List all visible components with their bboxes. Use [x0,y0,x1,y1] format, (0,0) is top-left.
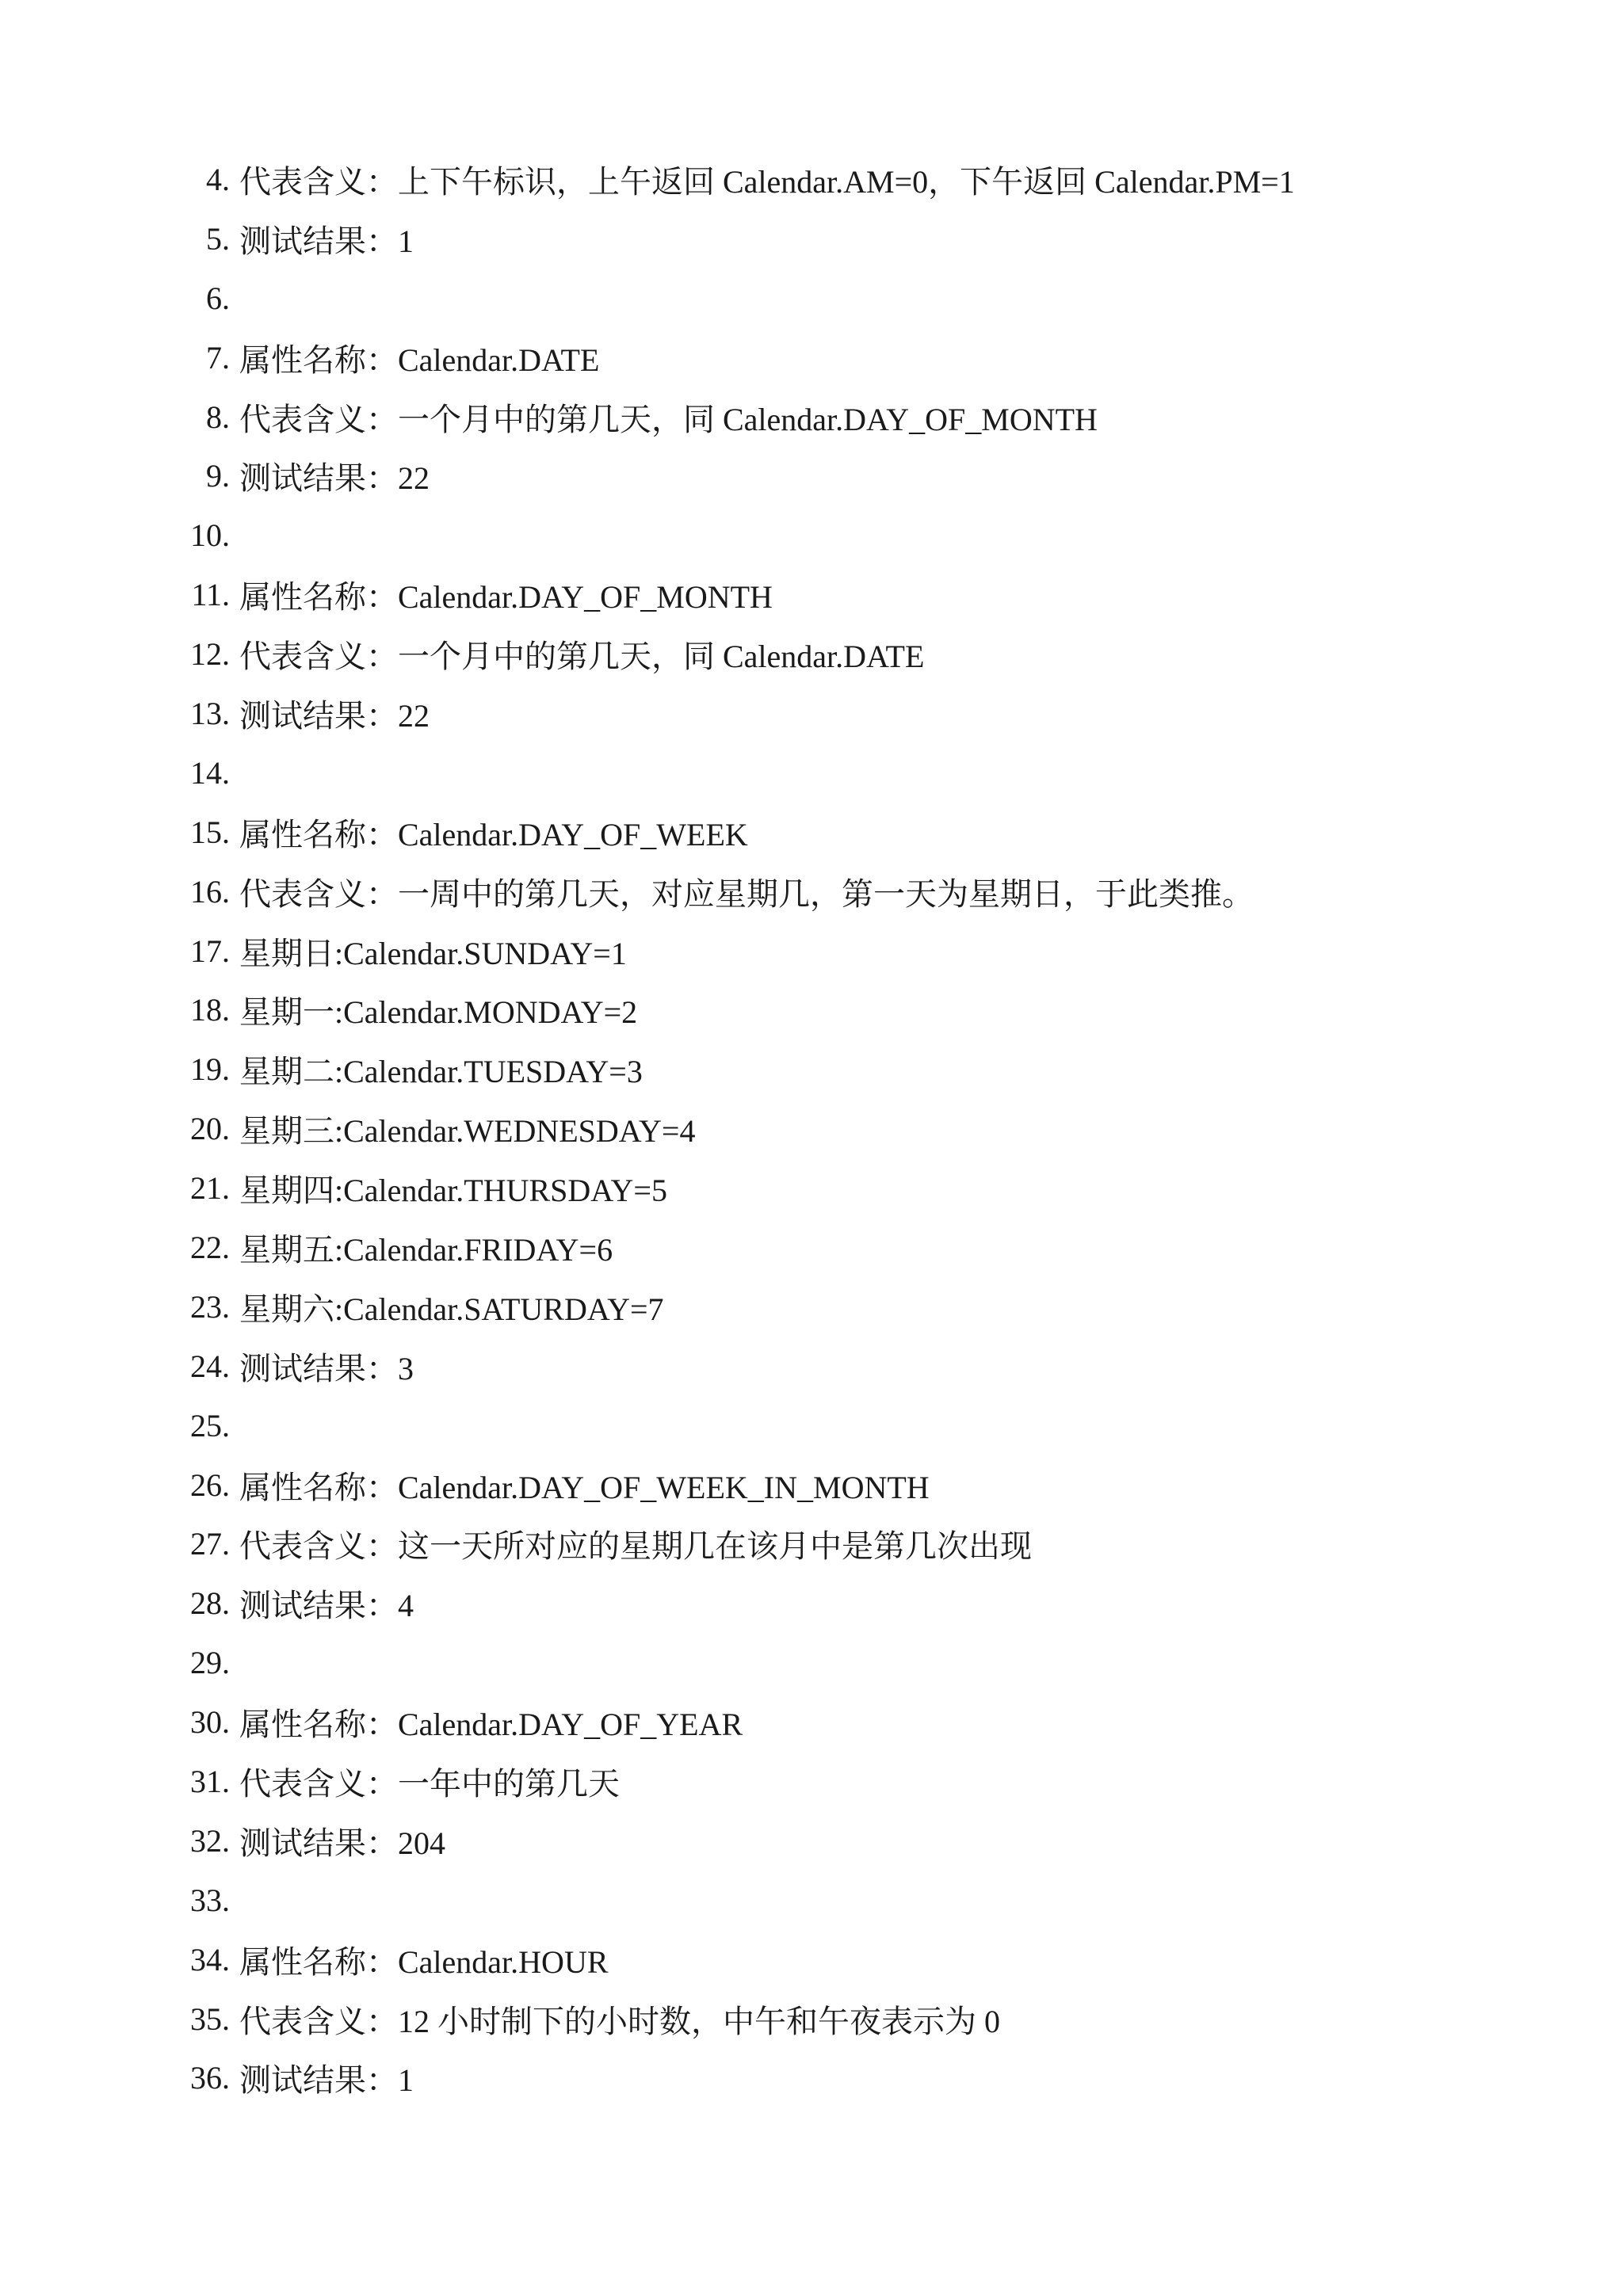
line-text: 代表含义：一个月中的第几天，同 Calendar.DATE [239,639,925,675]
line-number: 32. [190,1822,230,1859]
line-text: 属性名称：Calendar.DATE [239,341,600,378]
line-number: 7. [206,339,230,376]
line-number: 26. [190,1466,230,1503]
line-number: 5. [206,220,230,257]
list-item [0,921,1623,981]
line-text: 代表含义：这一天所对应的星期几在该月中是第几次出现 [239,1528,1032,1565]
line-number: 22. [190,1229,230,1265]
list-item [0,1039,1623,1099]
line-text: 测试结果：1 [239,2062,414,2099]
list-item [0,150,1623,209]
line-number: 12. [190,636,230,673]
line-number: 24. [190,1348,230,1384]
list-item [0,743,1623,803]
line-number: 35. [190,2000,230,2037]
line-number: 36. [190,2060,230,2096]
line-number: 18. [190,992,230,1028]
line-number: 27. [190,1526,230,1562]
line-text: 星期一:Calendar.MONDAY=2 [239,994,638,1031]
line-number: 33. [190,1882,230,1918]
list-item [0,269,1623,328]
line-number: 29. [190,1645,230,1681]
line-number: 8. [206,399,230,435]
line-number: 14. [190,754,230,791]
line-text: 属性名称：Calendar.DAY_OF_WEEK_IN_MONTH [239,1469,930,1505]
list-item [0,1811,1623,1871]
line-text: 测试结果：4 [239,1588,414,1624]
list-item [0,1455,1623,1515]
line-text: 代表含义：12 小时制下的小时数，中午和午夜表示为 0 [239,2003,1000,2039]
line-text: 属性名称：Calendar.DAY_OF_MONTH [239,579,773,616]
list-item [0,209,1623,269]
list-item [0,803,1623,862]
line-number: 30. [190,1704,230,1741]
line-text: 星期日:Calendar.SUNDAY=1 [239,935,627,971]
line-number: 31. [190,1763,230,1799]
list-item [0,1573,1623,1633]
line-number: 34. [190,1941,230,1978]
list-item [0,387,1623,447]
list-item [0,565,1623,624]
list-item [0,1218,1623,1277]
line-text: 星期五:Calendar.FRIDAY=6 [239,1231,613,1268]
line-text: 代表含义：一年中的第几天 [239,1765,620,1802]
list-item [0,684,1623,743]
line-number: 23. [190,1288,230,1325]
line-text: 代表含义：一周中的第几天，对应星期几，第一天为星期日，于此类推。 [239,875,1254,912]
line-number: 4. [206,161,230,197]
line-number: 15. [190,814,230,850]
list-item [0,1337,1623,1396]
list-item [0,1989,1623,2049]
line-text: 测试结果：3 [239,1350,414,1386]
line-number: 10. [190,517,230,554]
list-item [0,446,1623,505]
line-number: 21. [190,1170,230,1207]
list-item [0,1930,1623,1989]
list-item [0,1158,1623,1218]
line-number: 19. [190,1051,230,1088]
line-number: 25. [190,1407,230,1444]
line-text: 星期二:Calendar.TUESDAY=3 [239,1054,643,1090]
line-text: 星期三:Calendar.WEDNESDAY=4 [239,1113,696,1150]
line-text: 测试结果：22 [239,697,430,734]
line-text: 测试结果：22 [239,460,430,497]
line-number: 6. [206,280,230,316]
line-number: 9. [206,458,230,494]
list-item [0,1752,1623,1811]
line-text: 代表含义：一个月中的第几天，同 Calendar.DAY_OF_MONTH [239,401,1098,437]
list-item [0,1633,1623,1692]
line-text: 属性名称：Calendar.DAY_OF_WEEK [239,816,748,852]
list-item [0,1871,1623,1930]
line-number: 17. [190,933,230,969]
line-number: 20. [190,1111,230,1147]
line-text: 代表含义：上下午标识，上午返回 Calendar.AM=0，下午返回 Calendar.PM=1 [239,163,1295,200]
line-text: 测试结果：1 [239,223,414,259]
line-text: 测试结果：204 [239,1825,445,1861]
list-item [0,505,1623,565]
line-text: 星期四:Calendar.THURSDAY=5 [239,1173,667,1209]
line-text: 星期六:Calendar.SATURDAY=7 [239,1291,664,1327]
list-item [0,2049,1623,2108]
line-text: 属性名称：Calendar.HOUR [239,1943,609,1980]
list-item [0,1396,1623,1455]
line-number: 28. [190,1585,230,1622]
numbered-line-list [0,150,1623,2107]
list-item [0,328,1623,387]
list-item [0,1514,1623,1573]
list-item [0,624,1623,684]
list-item [0,1692,1623,1752]
list-item [0,1099,1623,1158]
line-number: 16. [190,873,230,910]
line-text: 属性名称：Calendar.DAY_OF_YEAR [239,1707,743,1743]
line-number: 11. [191,577,230,613]
list-item [0,1277,1623,1337]
list-item [0,862,1623,921]
list-item [0,980,1623,1039]
line-number: 13. [190,695,230,731]
